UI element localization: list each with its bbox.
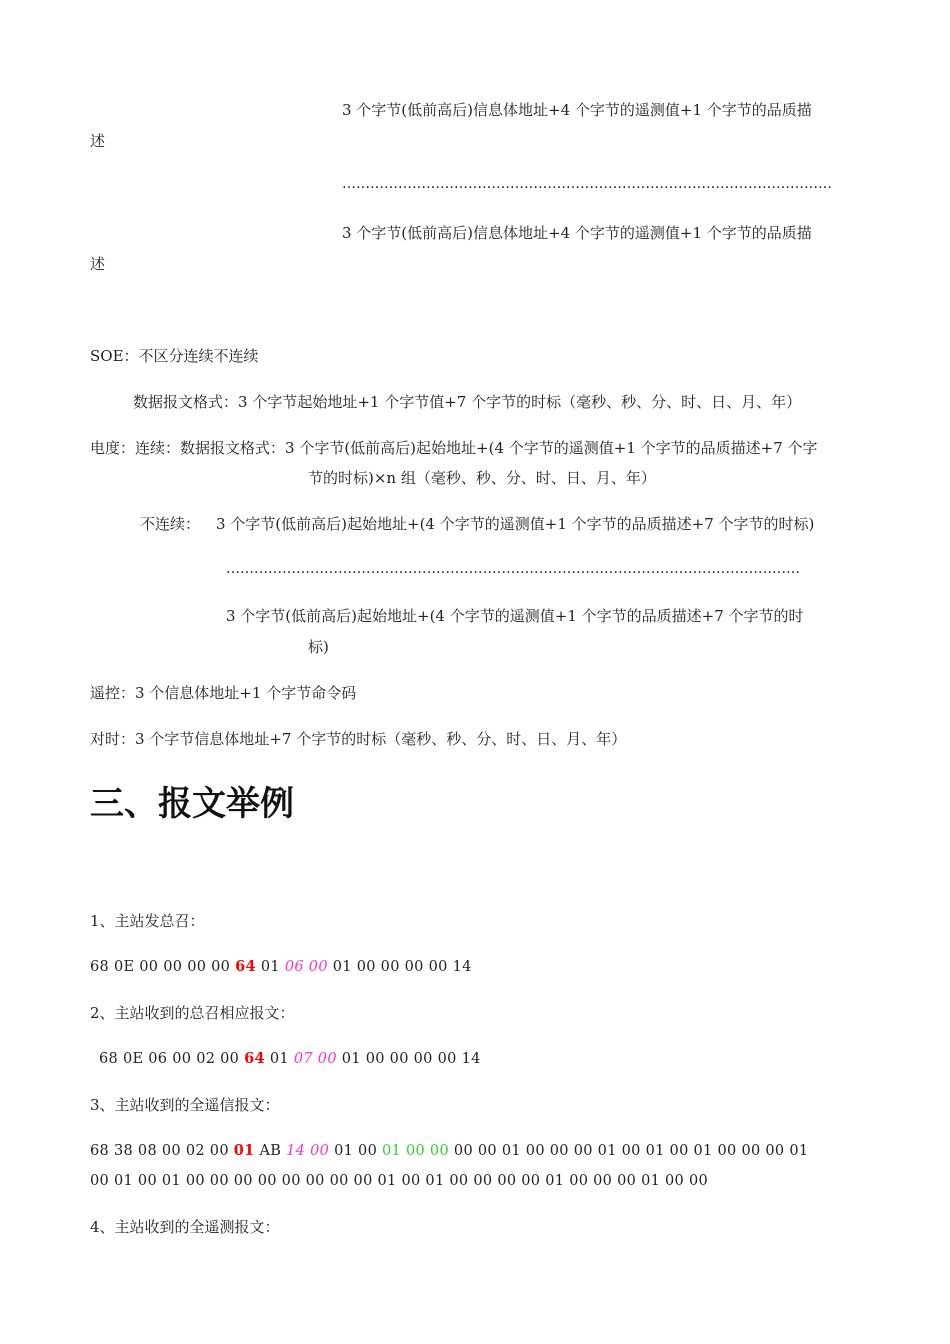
ellipsis-2: …………………………………………………………………………………………………………… (226, 562, 800, 576)
hex-segment: 00 00 01 00 00 00 01 00 01 00 01 00 00 00 01 (453, 1143, 809, 1159)
hex-cause: 06 00 (284, 959, 328, 975)
hex-segment: 01 00 (334, 1143, 378, 1159)
yc-entry1-line2: 述 (90, 132, 106, 150)
time-sync-format: 对时：3 个字节信息体地址+7 个字节的时标（毫秒、秒、分、时、日、月、年） (90, 730, 627, 748)
soe-format: 数据报文格式：3 个字节起始地址+1 个字节值+7 个字节的时标（毫秒、秒、分、时、日、月、年） (133, 393, 802, 411)
yc-entry1-line1: 3 个字节(低前高后)信息体地址+4 个字节的遥测值+1 个字节的品质描 (342, 101, 812, 119)
example-3-frame-line1 (90, 1141, 808, 1161)
energy-noncontinuous-last-line1: 3 个字节(低前高后)起始地址+(4 个字节的遥测值+1 个字节的品质描述+7 个字节的时 (226, 607, 804, 625)
energy-noncontinuous-last-line2: 标) (308, 638, 329, 656)
hex-type-id: 64 (235, 958, 256, 975)
example-3-title: 3、主站收到的全遥信报文： (90, 1096, 280, 1114)
ellipsis-1: …………………………………………………………………………………………… (342, 177, 832, 191)
example-4-title: 4、主站收到的全遥测报文： (90, 1218, 280, 1236)
hex-segment: AB (259, 1143, 282, 1159)
yc-entry2-line2: 述 (90, 255, 106, 273)
example-1-frame (90, 957, 472, 977)
hex-segment: 68 0E 06 00 02 00 (99, 1051, 240, 1067)
hex-segment: 01 (269, 1051, 289, 1067)
example-1-title: 1、主站发总召： (90, 912, 205, 930)
example-3-frame-line2: 00 01 00 01 00 00 00 00 00 00 00 00 01 00 01 00 00 00 00 01 00 00 00 01 00 00 (90, 1173, 709, 1189)
section-heading: 三、报文举例 (90, 784, 294, 824)
hex-segment: 68 38 08 00 02 00 (90, 1143, 229, 1159)
hex-address: 01 00 00 (382, 1143, 449, 1159)
hex-segment: 68 0E 00 00 00 00 (90, 959, 231, 975)
yc-entry2-line1: 3 个字节(低前高后)信息体地址+4 个字节的遥测值+1 个字节的品质描 (342, 224, 812, 242)
hex-cause: 14 00 (286, 1143, 330, 1159)
energy-continuous-line2: 节的时标)×n 组（毫秒、秒、分、时、日、月、年） (308, 469, 656, 487)
hex-segment: 01 00 00 00 00 14 (341, 1051, 481, 1067)
energy-continuous-line1: 电度：连续：数据报文格式：3 个字节(低前高后)起始地址+(4 个字节的遥测值+1 个字节的品质描述+7 个字 (90, 439, 818, 457)
hex-segment: 01 00 00 00 00 14 (332, 959, 472, 975)
hex-type-id: 01 (233, 1142, 255, 1159)
example-2-title: 2、主站收到的总召相应报文： (90, 1004, 295, 1022)
soe-title: SOE：不区分连续不连续 (90, 347, 259, 365)
hex-type-id: 64 (244, 1050, 265, 1067)
energy-noncontinuous-label: 不连续： (140, 515, 201, 533)
energy-noncontinuous-text: 3 个字节(低前高后)起始地址+(4 个字节的遥测值+1 个字节的品质描述+7 个字节的时标) (216, 515, 815, 533)
remote-control-format: 遥控：3 个信息体地址+1 个字节命令码 (90, 684, 357, 702)
hex-segment: 01 (260, 959, 280, 975)
example-2-frame (99, 1049, 481, 1069)
hex-cause: 07 00 (293, 1051, 337, 1067)
